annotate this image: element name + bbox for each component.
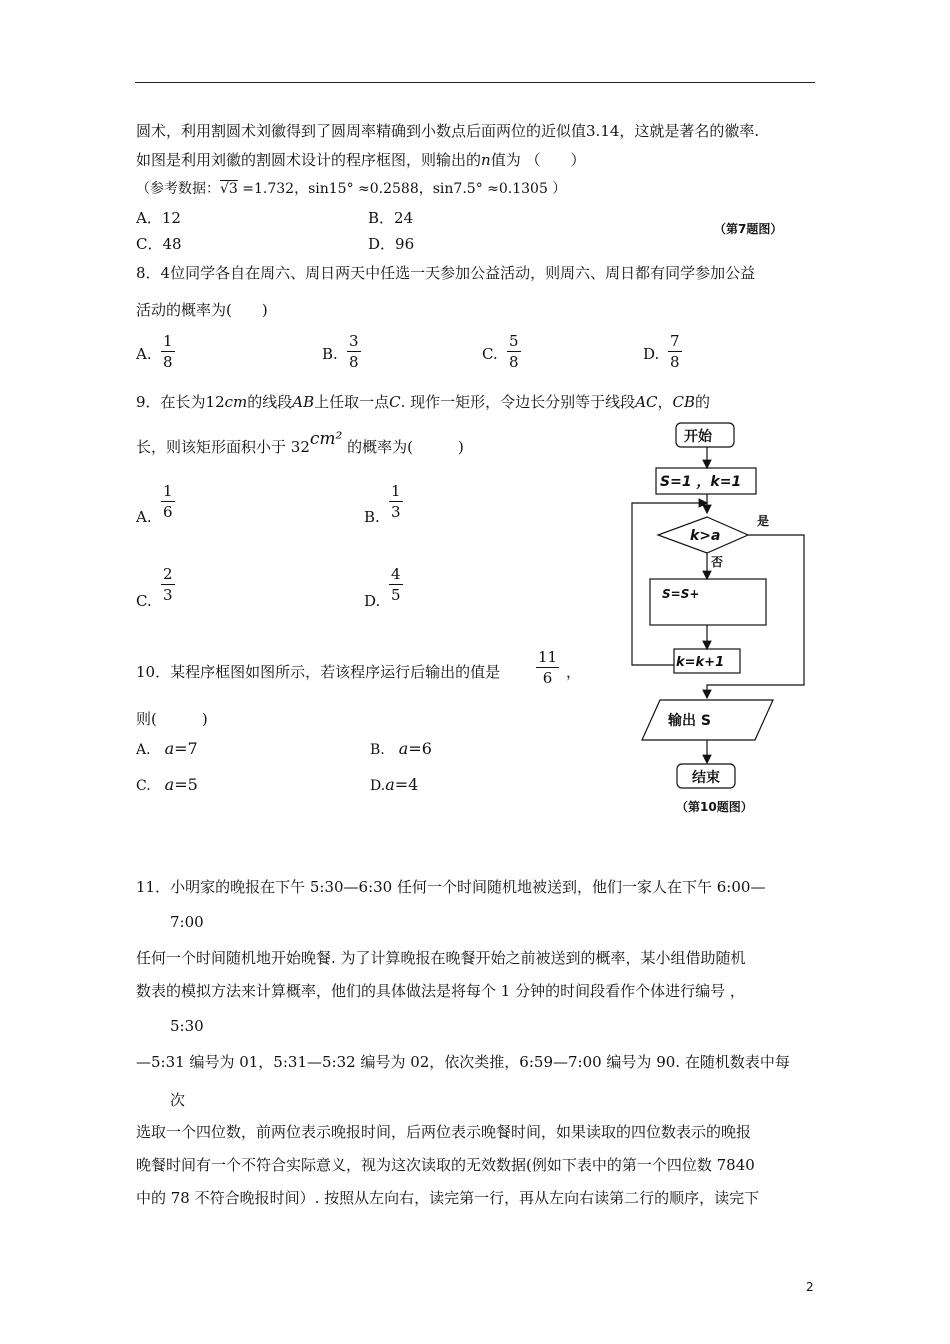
q9-line1: 9．在长为12cm的线段AB上任取一点C. 现作一矩形，令边长分别等于线段AC，CB的 (136, 393, 711, 411)
q11-line5: 5:30 (170, 1017, 204, 1035)
q10-line1-end: ， (566, 663, 582, 681)
q8-option-d-fraction: 7 8 (670, 332, 680, 371)
q10-figure-caption: （第10题图） (676, 800, 753, 814)
q11-line6: —5:31 编号为 01，5:31—5:32 编号为 02，依次类推，6:59—7:00 编号为 90. 在随机数表中每 (136, 1053, 790, 1071)
q7-line2: 如图是利用刘徽的割圆术设计的程序框图，则输出的n值为 （ ） (136, 151, 586, 169)
flowchart-yes-label: 是 (757, 514, 770, 528)
flowchart-condition-label: k>a (690, 528, 721, 544)
q7-option-a: A．12 (136, 209, 181, 227)
flowchart-diagram (620, 415, 840, 815)
q9-option-b-label: B. (364, 508, 380, 526)
q8-option-b-label: B. (322, 345, 338, 363)
q11-line4: 数表的模拟方法来计算概率，他们的具体做法是将每个 1 分钟的时间段看作个体进行编号 ， (136, 982, 745, 1000)
q8-option-a-fraction: 1 8 (163, 332, 173, 371)
q8-line1: 8．4位同学各自在周六、周日两天中任选一天参加公益活动，则周六、周日都有同学参加公益 (136, 264, 756, 282)
q8-line2: 活动的概率为( ) (136, 301, 268, 319)
q10-option-d: D.a=4 (370, 775, 419, 794)
q9-option-a-fraction: 1 6 (163, 482, 173, 521)
q10-line2: 则( ) (136, 710, 208, 728)
flowchart-body-box (650, 579, 766, 625)
q11-line2: 7:00 (170, 913, 204, 931)
q8-option-c-label: C. (482, 345, 498, 363)
q9-option-d-fraction: 4 5 (391, 565, 401, 604)
q7-option-b: B．24 (368, 209, 414, 227)
flowchart-increment-label: k=k+1 (676, 655, 725, 670)
q8-option-c-fraction: 5 8 (509, 332, 519, 371)
page-number: 2 (806, 1280, 814, 1294)
q10-option-a: A. a=7 (136, 739, 198, 758)
flowchart-output-label: 输出 S (668, 713, 711, 729)
q9-line2: 长，则该矩形面积小于 32cm² 的概率为( ) (136, 429, 464, 456)
q10-option-c: C. a=5 (136, 775, 198, 794)
q9-option-d-label: D. (364, 592, 381, 610)
q11-line3: 任何一个时间随机地开始晚餐. 为了计算晚报在晚餐开始之前被送到的概率，某小组借助随机 (136, 949, 746, 967)
q9-option-c-fraction: 2 3 (163, 565, 173, 604)
q10-output-fraction: 11 6 (538, 648, 558, 687)
q7-option-c: C．48 (136, 235, 182, 253)
q8-option-b-fraction: 3 8 (349, 332, 359, 371)
q11-line9: 晚餐时间有一个不符合实际意义，视为这次读取的无效数据(例如下表中的第一个四位数 7840 (136, 1156, 755, 1174)
flowchart-init-label: S=1 ，k=1 (660, 474, 742, 490)
q8-option-a-label: A. (136, 345, 152, 363)
flowchart-no-label: 否 (711, 555, 724, 569)
header-rule (135, 82, 815, 83)
flowchart-start-label: 开始 (684, 429, 712, 445)
q8-option-d-label: D. (643, 345, 660, 363)
q9-option-a-label: A. (136, 508, 152, 526)
q11-line1: 11．小明家的晚报在下午 5:30—6:30 任何一个时间随机地被送到，他们一家人在下午 6:00— (136, 878, 766, 896)
q11-line8: 选取一个四位数，前两位表示晚报时间，后两位表示晚餐时间，如果读取的四位数表示的晚报 (136, 1123, 752, 1141)
q7-option-d: D．96 (368, 235, 415, 253)
flowchart-end-label: 结束 (692, 770, 720, 786)
q7-reference-data: （参考数据：√3 =1.732，sin15° ≈0.2588，sin7.5° ≈0.1305 ） (136, 181, 567, 197)
q10-line1: 10．某程序框图如图所示，若该程序运行后输出的值是 (136, 663, 501, 681)
flowchart-body-label: S=S+ (662, 587, 700, 601)
q11-line10: 中的 78 不符合晚报时间）. 按照从左向右，读完第一行，再从左向右读第二行的顺序，读完下 (136, 1189, 760, 1207)
q7-figure-caption: （第7题图） (714, 222, 783, 236)
q11-line7: 次 (170, 1091, 186, 1109)
q9-option-c-label: C. (136, 592, 152, 610)
q10-option-b: B. a=6 (370, 739, 432, 758)
q7-line1: 圆术，利用割圆术刘徽得到了圆周率精确到小数点后面两位的近似值3.14，这就是著名的徽率. (136, 122, 760, 140)
q9-option-b-fraction: 1 3 (391, 482, 401, 521)
